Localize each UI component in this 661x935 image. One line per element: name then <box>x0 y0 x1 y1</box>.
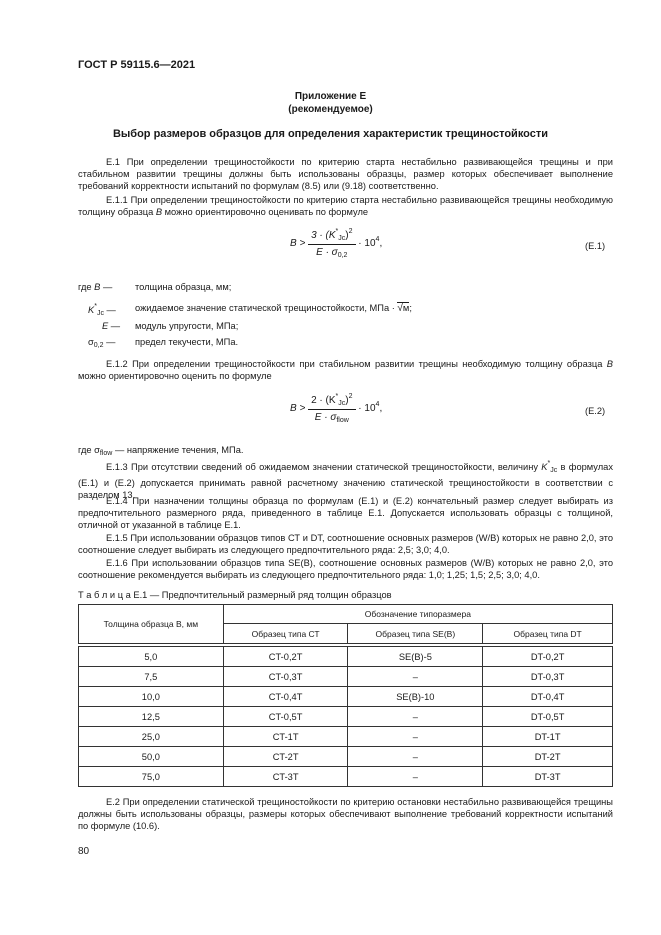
appendix-heading <box>60 90 601 116</box>
col-se-header: Образец типа SE(B) <box>348 624 483 644</box>
paragraph-e1-1: Е.1.1 При определении трещиностойкости по критерию старта нестабильно развивающейся трещины необходимую толщину образца B можно ориентировочно оценивать по формуле <box>78 195 613 218</box>
def-e-symbol: E — <box>102 321 121 331</box>
col-thickness-header: Толщина образца B, мм <box>79 605 224 644</box>
formula-e1: B > $\frac{3 \cdot (K^*_{Jc})^2}{E \cdot \sigma_{0,2}}$ · $10^4$, <box>290 228 383 259</box>
appendix-title: Приложение Е <box>294 91 367 102</box>
paragraph-e1: Е.1 При определении трещиностойкости по критерию старта нестабильно развивающейся трещины и при стабильном развитии трещины должны быть использованы образцы, размер которых обеспечивает выполнение требований корректности испытаний по формулам (8.5) или (9.18) соответственно. <box>78 157 613 192</box>
thickness-table <box>78 604 613 787</box>
page-number: 80 <box>78 846 90 857</box>
paragraph-e1-5: Е.1.5 При использовании образцов типов СТ и DT, соотношение основных размеров (W/B) которых не равно 2,0, это соотношение следует выбирать из следующего предпочтительного ряда: 2,5; 3,0; 4,0. <box>78 533 613 556</box>
paragraph-e1-6: Е.1.6 При использовании образцов типа SE(B), соотношение основных размеров (W/B) которых не равно 2,0, это соотношение рекомендуется выбирать из следующего предпочтительного ряда: 1,0; 1,25; 1,5; 2,5; 3,0; 4,0. <box>78 558 613 581</box>
def-thickness: толщина образца, мм; <box>135 282 232 292</box>
def-sigma-symbol: $\sigma_{0,2}$ — <box>88 337 116 349</box>
paragraph-e1-4: Е.1.4 При назначении толщины образца по формулам (Е.1) и (Е.2) кончательный размер следует выбирать из предпочтительного размерного ряда, приведенного в таблице Е.1. Допускается использовать образцы с толщиной, отличной от указанной в таблице Е.1. <box>78 496 613 531</box>
col-ct-header: Образец типа СТ <box>223 624 348 644</box>
table-row: 5,0 CT-0,2T SE(B)-5 DT-0,2T <box>79 647 613 667</box>
formula-e2: B > $\frac{2 \cdot (K^*_{Jc})^2}{E \cdot \sigma_{flow}}$ · $10^4$, <box>290 393 383 424</box>
table-row: 50,0 CT-2T – DT-2T <box>79 747 613 767</box>
col-dt-header: Образец типа DT <box>483 624 613 644</box>
table-caption: Т а б л и ц а Е.1 — Предпочтительный размерный ряд толщин образцов <box>78 590 392 600</box>
formula-e2-label: (Е.2) <box>585 406 606 416</box>
def-e-text: модуль упругости, МПа; <box>135 321 239 331</box>
table-row: 12,5 CT-0,5T – DT-0,5T <box>79 707 613 727</box>
table-row: 10,0 CT-0,4T SE(B)-10 DT-0,4T <box>79 687 613 707</box>
table-row: 25,0 CT-1T – DT-1T <box>79 727 613 747</box>
paragraph-e1-3: Е.1.3 При отсутствии сведений об ожидаемом значении статической трещиностойкости, величину $K^*_{Jc}$ в формулах (Е.1) и (Е.2) допускается принимать равной расчетному значению статической трещиностойкости в соответствии с разделом 13. <box>78 460 613 501</box>
def-sigma-text: предел текучести, МПа. <box>135 337 239 347</box>
table-row: 7,5 CT-0,3T – DT-0,3T <box>79 667 613 687</box>
appendix-status: (рекомендуемое) <box>288 104 373 115</box>
paragraph-e1-2: Е.1.2 При определении трещиностойкости при стабильном развитии трещины необходимую толщину образца B можно ориентировочно оценить по формуле <box>78 359 613 382</box>
formula-e1-label: (Е.1) <box>585 241 606 251</box>
paragraph-e2: Е.2 При определении статической трещиностойкости по критерию остановки нестабильно развивающейся трещины должны быть использованы образцы, размеры которых обеспечивают выполнение требований корректности испытаний по формуле (10.6). <box>78 797 613 832</box>
table-row: 75,0 CT-3T – DT-3T <box>79 767 613 787</box>
group-header: Обозначение типоразмера <box>223 605 612 624</box>
section-title: Выбор размеров образцов для определения характеристик трещиностойкости <box>112 128 549 140</box>
document-header: ГОСТ Р 59115.6—2021 <box>78 59 196 71</box>
def-where: где B — <box>78 282 113 292</box>
def-k-symbol: $K^*_{Jc}$ — <box>88 303 116 317</box>
def-k-text: ожидаемое значение статической трещиностойкости, МПа · √м; <box>135 303 412 314</box>
flow-definition: где $\sigma_{flow}$ — напряжение течения, МПа. <box>78 445 244 457</box>
